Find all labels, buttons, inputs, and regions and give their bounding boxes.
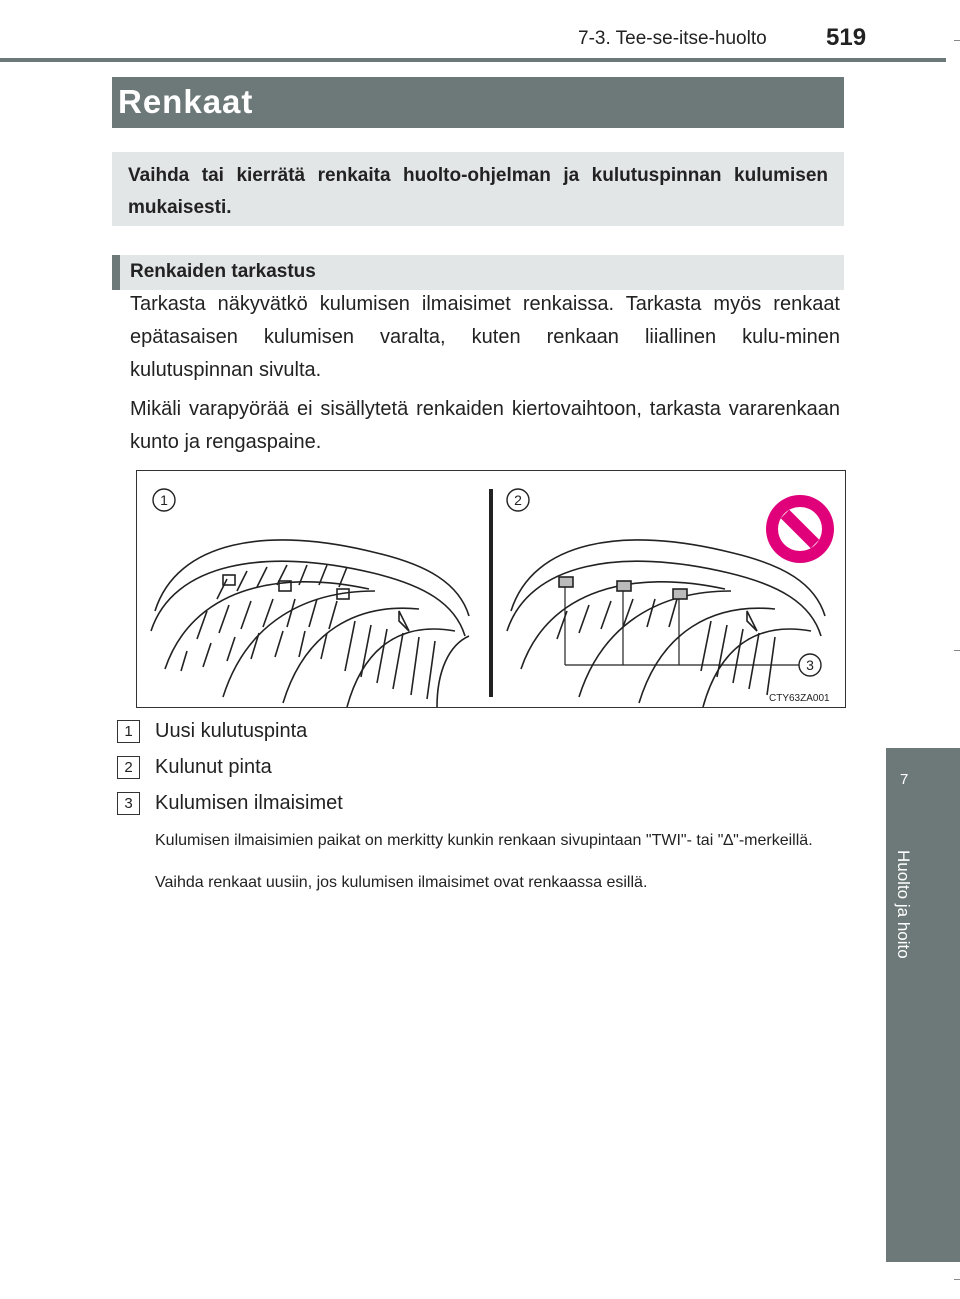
subsection-heading: [112, 255, 844, 290]
legend-label: Uusi kulutuspinta: [155, 720, 308, 742]
legend-label: Kulumisen ilmaisimet: [155, 792, 343, 814]
intro-box: [112, 152, 844, 226]
note-text: Vaihda renkaat uusiin, jos kulumisen ilmaisimet ovat renkaassa esillä.: [155, 874, 648, 891]
intro-text: Vaihda tai kierrätä renkaita huolto-ohjelman ja kulutuspinnan kulumisen mukaisesti.: [128, 165, 828, 218]
callout-1-label: 1: [160, 492, 168, 508]
legend-number: 2: [117, 756, 140, 779]
legend-label: Kulunut pinta: [155, 756, 272, 778]
crop-mark: [954, 650, 960, 651]
subsection-title: Renkaiden tarkastus: [130, 261, 316, 282]
subsection-marker: [112, 255, 120, 290]
callout-2: [507, 489, 529, 511]
legend-number: 3: [117, 792, 140, 815]
callout-3-label: 3: [806, 657, 814, 673]
no-entry-icon: [766, 495, 834, 563]
chapter-number: 7: [900, 771, 909, 788]
figure-code: CTY63ZA001: [769, 693, 830, 704]
tire-illustration: [137, 471, 845, 707]
callout-3: [799, 654, 821, 676]
callout-1: [153, 489, 175, 511]
paragraph: Tarkasta näkyvätkö kulumisen ilmaisimet renkaissa. Tarkasta myös renkaat epätasaisen kulumisen varalta, kuten renkaan liiallinen kulu-minen kulutuspinnan sivulta.: [130, 293, 840, 381]
chapter-tab: [886, 748, 960, 1262]
paragraph: Mikäli varapyörää ei sisällytetä renkaiden kiertovaihtoon, tarkasta vararenkaan kunto ja rengaspaine.: [130, 398, 840, 453]
callout-2-label: 2: [514, 492, 522, 508]
header-section: 7-3. Tee-se-itse-huolto: [578, 28, 767, 49]
crop-mark: [954, 1279, 960, 1280]
page-title: Renkaat: [118, 83, 254, 120]
worn-tread-tire: [507, 540, 825, 707]
title-bar: [112, 77, 844, 128]
header-rule: [0, 58, 946, 62]
note-text: Kulumisen ilmaisimien paikat on merkitty kunkin renkaan sivupintaan "TWI"- tai "∆"-merkeillä.: [155, 832, 813, 849]
tire-figure: [136, 470, 846, 708]
crop-mark: [954, 40, 960, 41]
page-number: 519: [826, 24, 867, 51]
legend-number: 1: [117, 720, 140, 743]
new-tread-tire: [151, 540, 469, 707]
chapter-label: Huolto ja hoito: [894, 850, 913, 959]
